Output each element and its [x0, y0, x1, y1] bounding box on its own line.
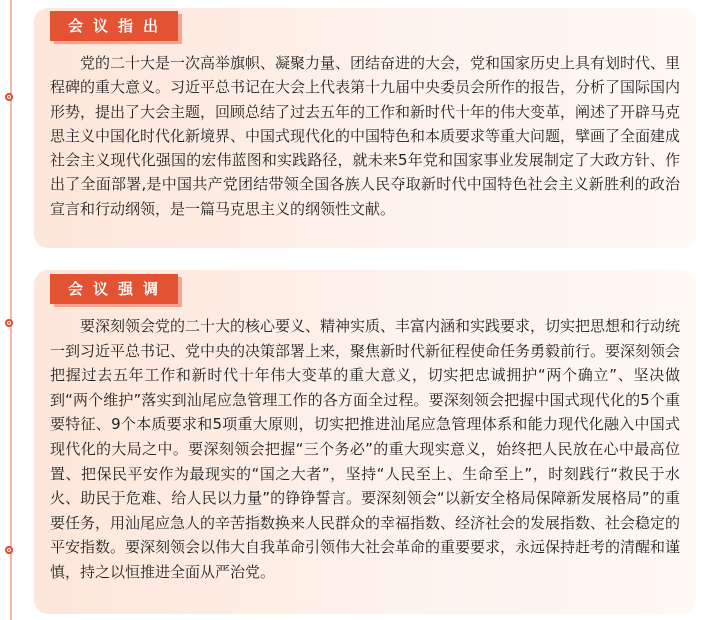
section-tag: 会议强调	[50, 274, 178, 304]
section-card-meeting-emphasis	[34, 270, 696, 614]
timeline-dot-icon	[5, 319, 13, 327]
timeline-dot-icon	[5, 93, 13, 101]
timeline-dot-icon	[5, 546, 13, 554]
section-tag: 会议指出	[50, 11, 178, 41]
section-body: 党的二十大是一次高举旗帜、凝聚力量、团结奋进的大会，党和国家历史上具有划时代、里程碑的重大意义。习近平总书记在大会上代表第十九届中央委员会所作的报告，分析了国际国内形势，提出了大会主题，回顾总结了过去五年的工作和新时代十年的伟大变革，阐述了开辟马克思主义中国化时代化新境界、中国式现代化的中国特色和本质要求等重大问题，擘画了全面建成社会主义现代化强国的宏伟蓝图和实践路径，就未来5年党和国家事业发展制定了大政方针、作出了全面部署,是中国共产党团结带领全国各族人民夺取新时代中国特色社会主义新胜利的政治宣言和行动纲领，是一篇马克思主义的纲领性文献。	[50, 54, 681, 218]
section-body: 要深刻领会党的二十大的核心要义、精神实质、丰富内涵和实践要求，切实把思想和行动统一到习近平总书记、党中央的决策部署上来，聚焦新时代新征程使命任务勇毅前行。要深刻领会把握过去五年工作和新时代十年伟大变革的重大意义，切实把忠诚拥护“两个确立”、坚决做到“两个维护”落实到汕尾应急管理工作的各方面全过程。要深刻领会把握中国式现代化的5个重要特征、9个本质要求和5项重大原则，切实把推进汕尾应急管理体系和能力现代化融入中国式现代化的大局之中。要深刻领会把握“三个务必”的重大现实意义，始终把人民放在心中最高位置、把保民平安作为最现实的“国之大者”，坚持“人民至上、生命至上”，时刻践行“救民于水火、助民于危难、给人民以力量”的铮铮誓言。要深刻领会“以新安全格局保障新发展格局”的重要任务，用汕尾应急人的辛苦指数换来人民群众的幸福指数、经济社会的发展指数、社会稳定的平安指数。要深刻领会以伟大自我革命引领伟大社会革命的重要要求，永远保持赶考的清醒和谨慎，持之以恒推进全面从严治党。	[50, 317, 681, 581]
section-card-meeting-points	[34, 8, 696, 248]
